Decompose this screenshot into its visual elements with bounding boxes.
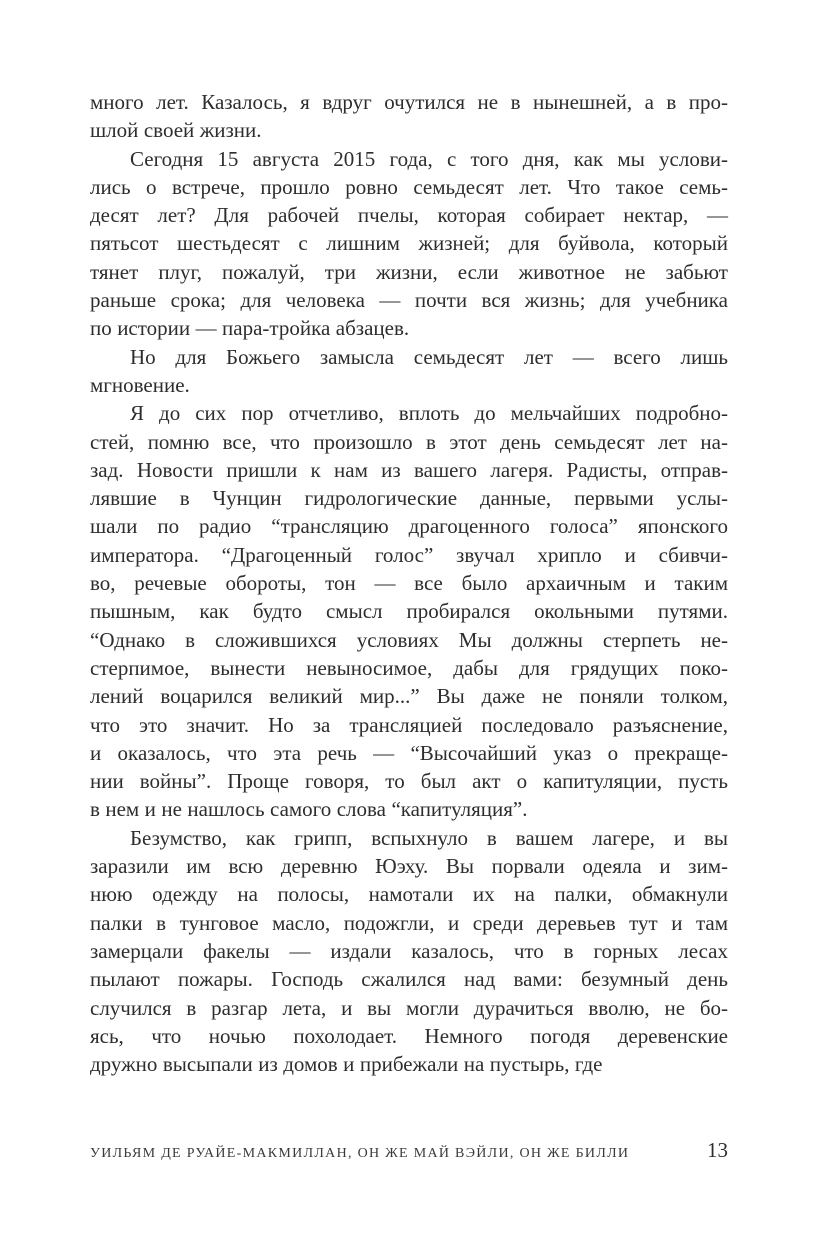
text-line: пылают пожары. Господь сжалился над вами: безумный день [90, 967, 728, 992]
text-line: во, речевые обороты, тон — все было архаичным и таким [90, 571, 728, 596]
text-line: мгновение. [90, 372, 190, 397]
text-line: лявшие в Чунцин гидрологические данные, первыми услы- [90, 486, 728, 511]
text-line: замерцали факелы — издали казалось, что в горных лесах [90, 938, 728, 963]
text-line: стерпимое, вынести невыносимое, дабы для грядущих поко- [90, 655, 728, 680]
text-line: заразили им всю деревню Юэху. Вы порвали одеяла и зим- [90, 854, 728, 879]
text-line: десят лет? Для рабочей пчелы, которая собирает нектар, — [90, 203, 728, 228]
text-line: дружно высыпали из домов и прибежали на пустырь, где [90, 1052, 603, 1077]
text-line: тянет плуг, пожалуй, три жизни, если животное не забьют [90, 259, 728, 284]
text-line: что это значит. Но за трансляцией последовало разъяснение, [90, 712, 728, 737]
text-line: лись о встрече, прошло ровно семьдесят лет. Что такое семь- [90, 174, 728, 199]
text-line: много лет. Казалось, я вдруг очутился не в нынешней, а в про- [90, 90, 728, 114]
text-line: и оказалось, что эта речь — “Высочайший указ о прекраще- [90, 740, 728, 765]
text-line: зад. Новости пришли к нам из вашего лагеря. Радисты, отправ- [90, 457, 728, 482]
paragraph [90, 145, 728, 343]
text-line: ясь, что ночью похолодает. Немного погодя деревенские [90, 1023, 728, 1048]
page-body [90, 88, 728, 1078]
text-line: пышным, как будто смысл пробирался окольными путями. [90, 599, 728, 624]
text-line: Но для Божьего замысла семьдесят лет — всего лишь [130, 344, 728, 369]
text-line: случился в разгар лета, и вы могли дурачиться вволю, не бо- [90, 995, 728, 1020]
text-line: палки в тунговое масло, подожгли, и среди деревьев тут и там [90, 910, 728, 935]
text-line: нюю одежду на полосы, намотали их на палки, обмакнули [90, 882, 728, 907]
running-title: УИЛЬЯМ ДЕ РУАЙЕ-МАКМИЛЛАН, ОН ЖЕ МАЙ ВЭЙЛИ, ОН ЖЕ БИЛЛИ [90, 1146, 630, 1161]
text-line: лений воцарился великий мир...” Вы даже не поняли толком, [90, 684, 728, 709]
text-line: Безумство, как грипп, вспыхнуло в вашем лагере, и вы [130, 825, 728, 850]
text-line: шлой своей жизни. [90, 118, 262, 143]
text-line: пятьсот шестьдесят с лишним жизней; для буйвола, который [90, 231, 728, 256]
text-line: “Однако в сложившихся условиях Мы должны стерпеть не- [90, 627, 728, 652]
text-line: по истории — пара-тройка абзацев. [90, 316, 410, 341]
page-footer [90, 1138, 728, 1163]
text-line: шали по радио “трансляцию драгоценного голоса” японского [90, 514, 728, 539]
text-line: раньше срока; для человека — почти вся жизнь; для учебника [90, 288, 728, 313]
paragraph [90, 399, 728, 823]
page-number: 13 [707, 1138, 728, 1162]
text-line: стей, помню все, что произошло в этот день семьдесят лет на- [90, 429, 728, 454]
text-line: нии войны”. Проще говоря, то был акт о капитуляции, пусть [90, 769, 728, 794]
paragraph [90, 343, 728, 400]
paragraph [90, 88, 728, 145]
text-line: императора. “Драгоценный голос” звучал хрипло и сбивчи- [90, 542, 728, 567]
text-line: Я до сих пор отчетливо, вплоть до мельчайших подробно- [130, 401, 728, 426]
paragraph [90, 824, 728, 1079]
text-line: в нем и не нашлось самого слова “капитуляция”. [90, 797, 528, 822]
text-line: Сегодня 15 августа 2015 года, с того дня, как мы услови- [130, 146, 728, 171]
